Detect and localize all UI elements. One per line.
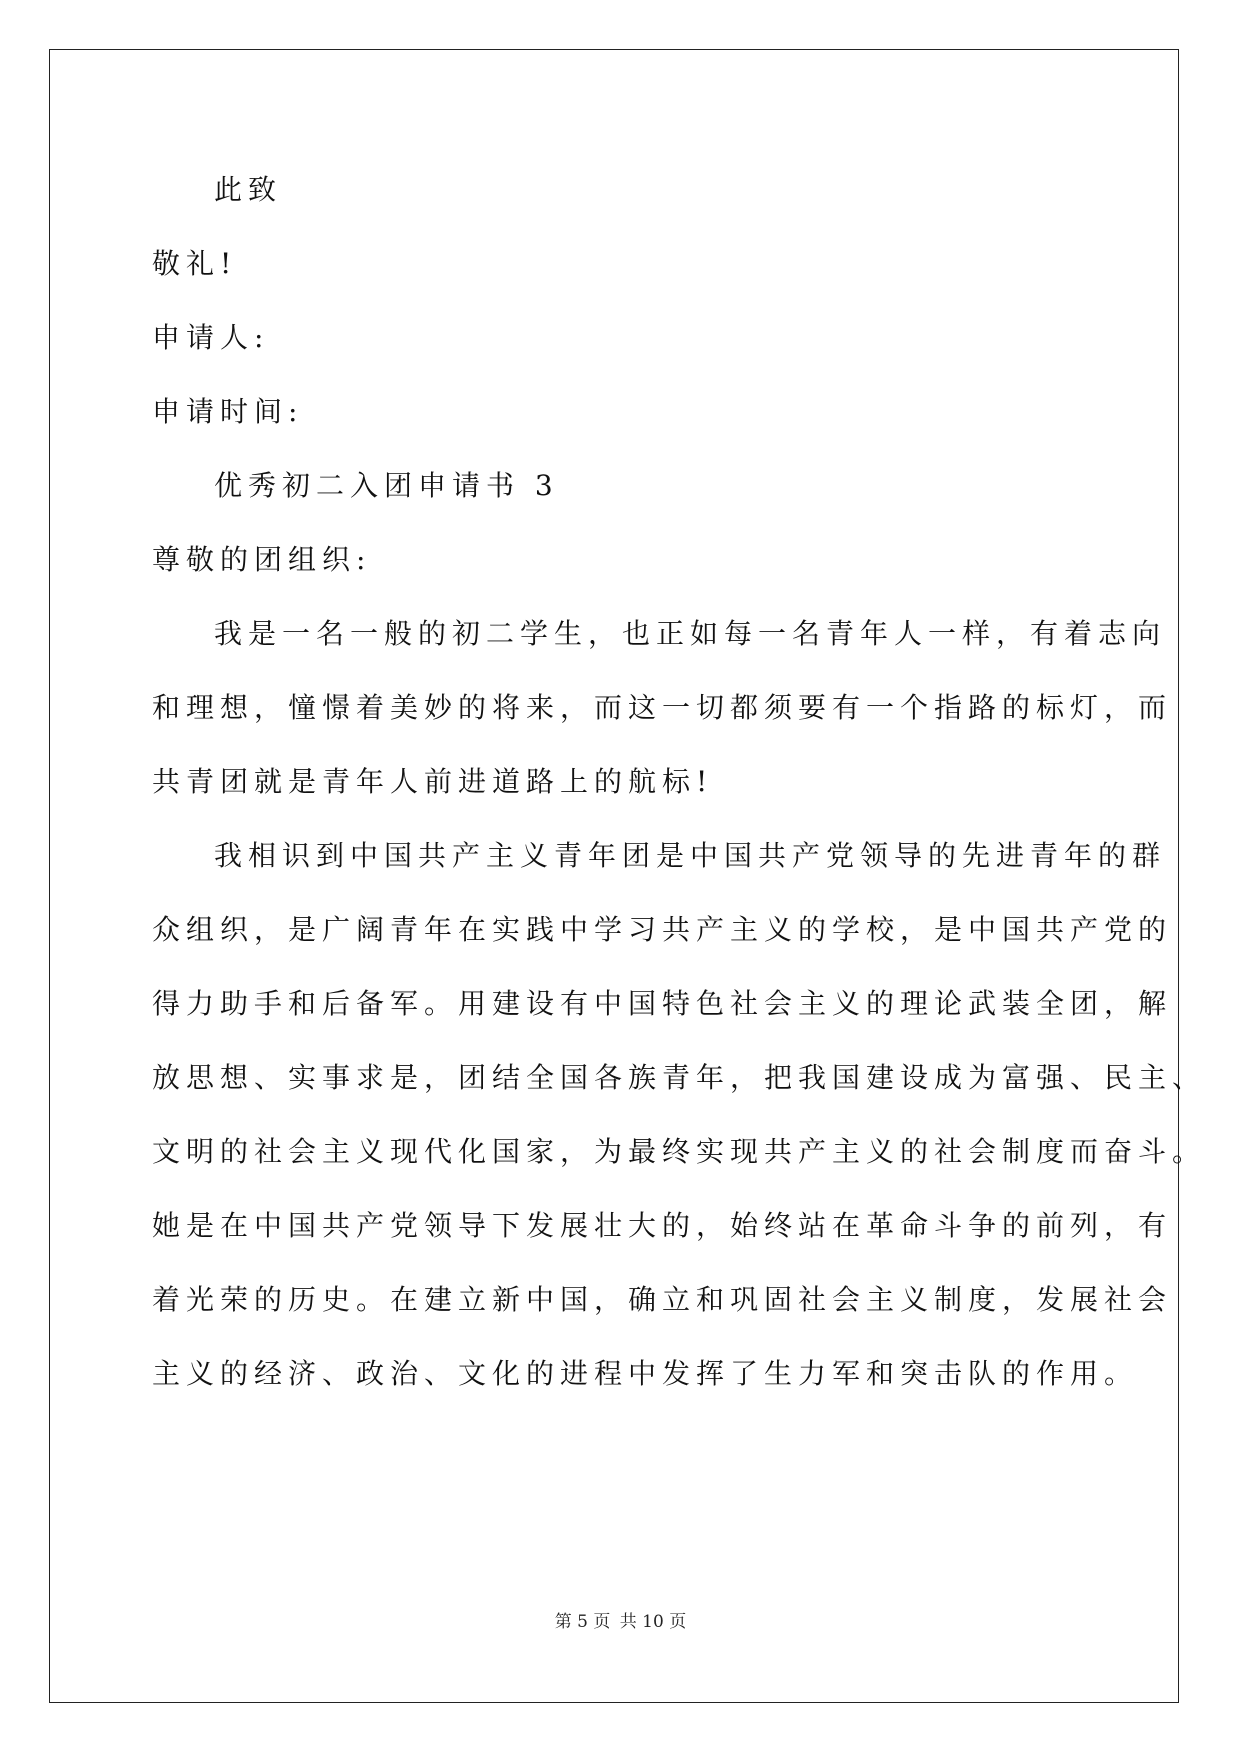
applicant-label: 申请人:: [152, 321, 270, 354]
paragraph-line: 和理想，憧憬着美妙的将来，而这一切都须要有一个指路的标灯，而: [152, 691, 1173, 724]
paragraph-line: 共青团就是青年人前进道路上的航标!: [152, 765, 714, 798]
page-border: [49, 49, 1179, 1703]
paragraph-line: 着光荣的历史。在建立新中国，确立和巩固社会主义制度，发展社会: [152, 1283, 1173, 1316]
paragraph-line: 放思想、实事求是，团结全国各族青年，把我国建设成为富强、民主、: [152, 1061, 1207, 1094]
paragraph-line: 文明的社会主义现代化国家，为最终实现共产主义的社会制度而奋斗。: [152, 1135, 1207, 1168]
salute-line: 敬礼!: [152, 247, 238, 280]
paragraph-line: 主义的经济、政治、文化的进程中发挥了生力军和突击队的作用。: [152, 1357, 1139, 1390]
paragraph-line: 众组织，是广阔青年在实践中学习共产主义的学校，是中国共产党的: [152, 913, 1173, 946]
date-label: 申请时间:: [152, 395, 304, 428]
page-total: 共 10 页: [619, 1612, 687, 1632]
greeting-line: 尊敬的团组织:: [152, 543, 372, 576]
page-footer: [0, 1610, 1241, 1634]
paragraph-line: 得力助手和后备军。用建设有中国特色社会主义的理论武装全团，解: [152, 987, 1173, 1020]
paragraph-line: 我是一名一般的初二学生，也正如每一名青年人一样，有着志向: [214, 617, 1167, 650]
closing-line: 此致: [214, 173, 283, 206]
page-number: 第 5 页: [554, 1612, 611, 1632]
section-title: 优秀初二入团申请书 3: [214, 469, 559, 502]
paragraph-line: 我相识到中国共产主义青年团是中国共产党领导的先进青年的群: [214, 839, 1167, 872]
paragraph-line: 她是在中国共产党领导下发展壮大的，始终站在革命斗争的前列，有: [152, 1209, 1173, 1242]
